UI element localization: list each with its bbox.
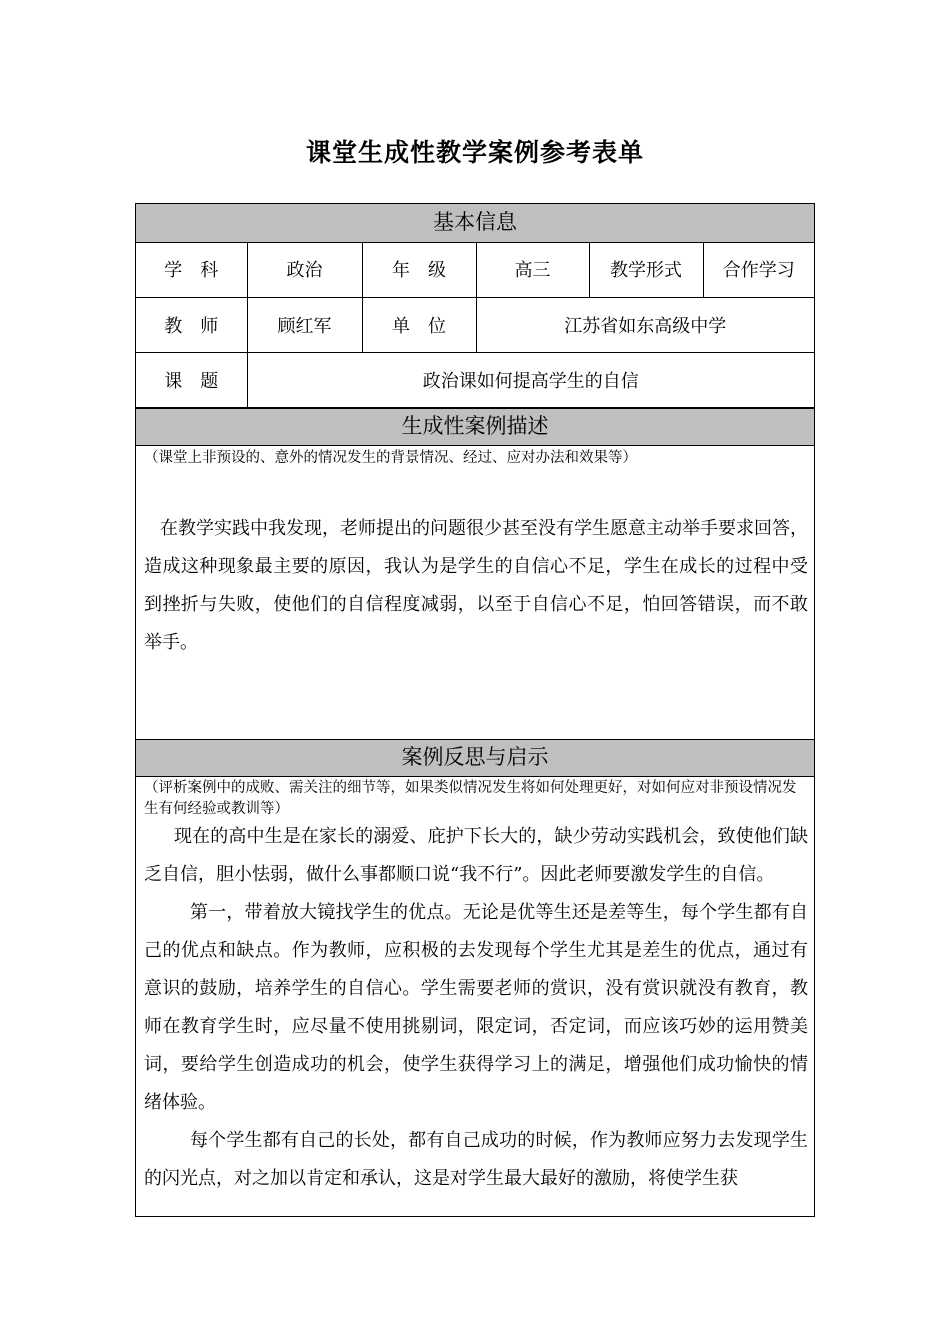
case-description-header: 生成性案例描述 <box>136 408 814 446</box>
reflection-paragraph: 现在的高中生是在家长的溺爱、庇护下长大的，缺少劳动实践机会，致使他们缺乏自信，胆小怯弱，做什么事都顺口说“我不行”。因此老师要激发学生的自信。 <box>144 826 808 885</box>
topic-label: 课 题 <box>136 352 247 407</box>
unit-label: 单 位 <box>362 297 476 352</box>
subject-value: 政治 <box>247 242 362 297</box>
grade-label: 年 级 <box>362 242 476 297</box>
subject-label: 学 科 <box>136 242 247 297</box>
teacher-value: 顾红军 <box>247 297 362 352</box>
case-description-note: （课堂上非预设的、意外的情况发生的背景情况、经过、应对办法和效果等） <box>144 450 637 466</box>
case-description-paragraph: 在教学实践中我发现，老师提出的问题很少甚至没有学生愿意主动举手要求回答，造成这种现象最主要的原因，我认为是学生的自信心不足，学生在成长的过程中受到挫折与失败，使他们的自信程度减弱，以至于自信心不足，怕回答错误，而不敢举手。 <box>144 518 808 653</box>
case-form <box>135 203 815 1217</box>
form-value: 合作学习 <box>703 242 814 297</box>
reflection-paragraph: 第一，带着放大镜找学生的优点。无论是优等生还是差等生，每个学生都有自己的优点和缺点。作为教师，应积极的去发现每个学生尤其是差生的优点，通过有意识的鼓励，培养学生的自信心。学生需要老师的赏识，没有赏识就没有教育，教师在教育学生时，应尽量不使用挑剔词，限定词，否定词，而应该巧妙的运用赞美词，要给学生创造成功的机会，使学生获得学习上的满足，增强他们成功愉快的情绪体验。 <box>144 902 808 1113</box>
reflection-paragraph: 每个学生都有自己的长处，都有自己成功的时候，作为教师应努力去发现学生的闪光点，对之加以肯定和承认，这是对学生最大最好的激励，将使学生获 <box>144 1130 808 1189</box>
case-description-text <box>144 510 808 662</box>
reflection-header: 案例反思与启示 <box>136 739 814 777</box>
basic-info-header: 基本信息 <box>136 204 814 243</box>
reflection-note: （评析案例中的成败、需关注的细节等，如果类似情况发生将如何处理更好，对如何应对非预设情况发生有何经验或教训等） <box>144 780 797 817</box>
topic-value: 政治课如何提高学生的自信 <box>247 352 814 407</box>
reflection-text <box>144 818 808 1198</box>
document-title: 课堂生成性教学案例参考表单 <box>305 138 644 167</box>
unit-value: 江苏省如东高级中学 <box>476 297 814 352</box>
teacher-label: 教 师 <box>136 297 247 352</box>
basic-info-table <box>136 242 814 408</box>
info-row-teacher <box>136 297 814 352</box>
info-row-subject <box>136 242 814 297</box>
form-label: 教学形式 <box>589 242 703 297</box>
grade-value: 高三 <box>476 242 589 297</box>
info-row-topic <box>136 352 814 407</box>
